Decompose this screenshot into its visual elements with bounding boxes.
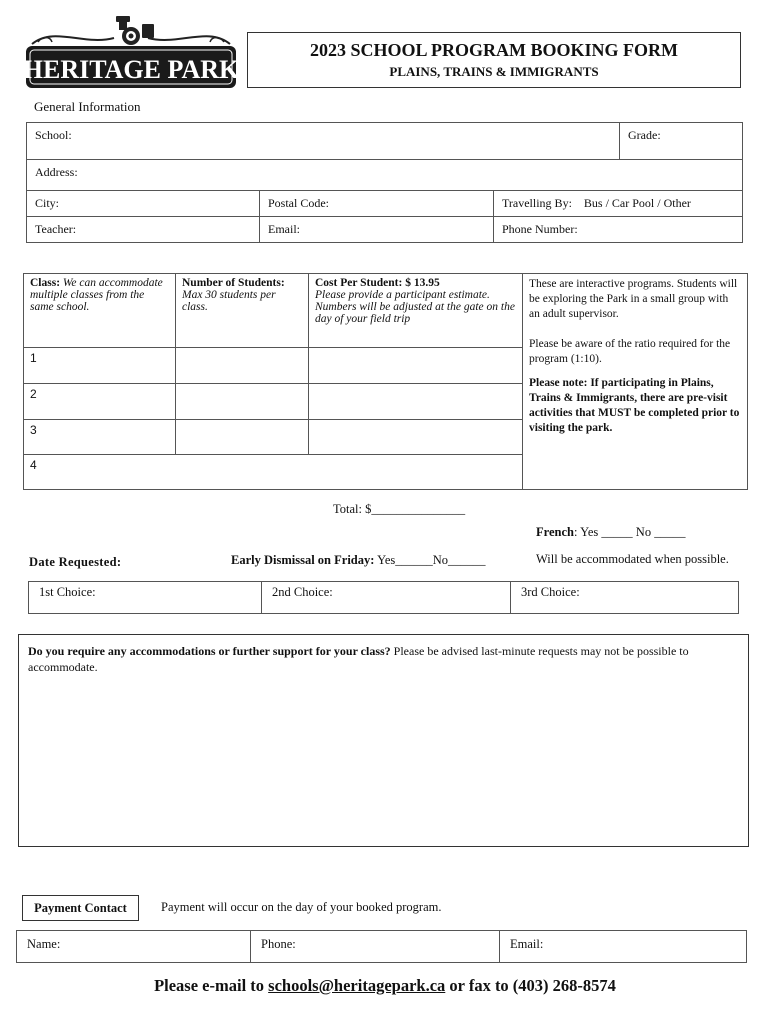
- address-field[interactable]: [27, 160, 743, 191]
- payment-phone-field[interactable]: [251, 931, 500, 963]
- total-field[interactable]: Total: $_______________: [333, 502, 466, 516]
- payment-name-label: Name:: [27, 937, 61, 951]
- form-title: 2023 SCHOOL PROGRAM BOOKING FORM: [309, 40, 678, 60]
- teacher-field[interactable]: [27, 217, 260, 243]
- class-header-label: Class:: [30, 277, 61, 289]
- school-label: School:: [35, 128, 72, 142]
- accommodations-textarea[interactable]: [18, 634, 749, 847]
- pre-visit-note: Please note: If participating in Plains, Trains & Immigrants, there are pre-visit activities that MUST be completed prior to visiting the park.: [529, 377, 740, 434]
- cost-input-2[interactable]: [309, 384, 523, 420]
- school-field[interactable]: [27, 123, 620, 160]
- accommodations-question: Do you require any accommodations or further support for your class?: [28, 644, 391, 658]
- logo-text: HERITAGE PARK: [24, 55, 238, 84]
- class-row-4[interactable]: [24, 455, 523, 490]
- city-field[interactable]: [27, 191, 260, 217]
- second-choice-label: 2nd Choice:: [272, 585, 333, 599]
- third-choice-label: 3rd Choice:: [521, 585, 580, 599]
- cost-header: [309, 274, 523, 348]
- class-row-2[interactable]: [24, 384, 176, 420]
- logo-graphic: [24, 16, 238, 90]
- general-information-label: General Information: [34, 99, 141, 114]
- form-title-box: [247, 32, 741, 88]
- class-booking-table: [23, 273, 748, 490]
- early-dismissal-yes-no: Yes______No______: [374, 553, 486, 567]
- travelling-by-field[interactable]: [494, 191, 743, 217]
- early-dismissal-label: Early Dismissal on Friday:: [231, 553, 375, 567]
- french-yes-no: : Yes _____ No _____: [573, 525, 686, 539]
- cost-input-3[interactable]: [309, 420, 523, 455]
- footer-contact-line: [0, 976, 770, 996]
- class-header: [24, 274, 176, 348]
- first-choice-label: 1st Choice:: [39, 585, 96, 599]
- date-requested-label: Date Requested:: [29, 555, 122, 569]
- address-label: Address:: [35, 165, 78, 179]
- students-header: [176, 274, 309, 348]
- postal-code-field[interactable]: [260, 191, 494, 217]
- students-input-3[interactable]: [176, 420, 309, 455]
- accommodations-note: Please be advised last-minute requests may not be possible to accommodate.: [28, 644, 689, 674]
- third-choice-field[interactable]: [511, 582, 739, 614]
- travelling-by-label: Travelling By:: [502, 196, 572, 210]
- payment-contact-table: [16, 930, 747, 963]
- accommodated-note: Will be accommodated when possible.: [536, 552, 729, 566]
- payment-note: Payment will occur on the day of your booked program.: [161, 900, 442, 914]
- email-label: Email:: [268, 222, 300, 236]
- students-input-1[interactable]: [176, 348, 309, 384]
- form-subtitle: PLAINS, TRAINS & IMMIGRANTS: [389, 64, 599, 79]
- cost-input-1[interactable]: [309, 348, 523, 384]
- class-header-note: We can accommodate multiple classes from the same school.: [30, 277, 163, 313]
- footer-fax: or fax to (403) 268-8574: [445, 976, 616, 995]
- ratio-info-text: Please be aware of the ratio required for the program (1:10).: [529, 338, 731, 365]
- first-choice-field[interactable]: [29, 582, 262, 614]
- students-header-label: Number of Students:: [182, 277, 285, 289]
- grade-field[interactable]: [620, 123, 743, 160]
- class-row-number: 3: [30, 423, 37, 437]
- teacher-label: Teacher:: [35, 222, 77, 236]
- french-label: French: [536, 525, 574, 539]
- payment-name-field[interactable]: [17, 931, 251, 963]
- footer-email-link[interactable]: schools@heritagepark.ca: [268, 976, 446, 995]
- date-choices-table: [28, 581, 739, 614]
- phone-number-field[interactable]: [494, 217, 743, 243]
- second-choice-field[interactable]: [262, 582, 511, 614]
- travelling-options: Bus / Car Pool / Other: [583, 196, 691, 210]
- class-row-number: 1: [30, 351, 37, 365]
- early-dismissal-option[interactable]: [231, 553, 486, 568]
- french-option[interactable]: [536, 525, 685, 540]
- students-input-2[interactable]: [176, 384, 309, 420]
- grade-label: Grade:: [628, 128, 661, 142]
- class-row-1[interactable]: [24, 348, 176, 384]
- payment-email-field[interactable]: [500, 931, 747, 963]
- class-row-3[interactable]: [24, 420, 176, 455]
- program-info-cell: [523, 274, 748, 490]
- postal-code-label: Postal Code:: [268, 196, 330, 210]
- payment-email-label: Email:: [510, 937, 544, 951]
- students-header-note: Max 30 students per class.: [182, 289, 276, 313]
- cost-header-note: Please provide a participant estimate. Numbers will be adjusted at the gate on the day of your field trip: [315, 289, 515, 325]
- cost-value: : $ 13.95: [398, 277, 440, 289]
- phone-number-label: Phone Number:: [502, 222, 578, 236]
- general-information-table: [26, 122, 743, 243]
- email-field[interactable]: [260, 217, 494, 243]
- cost-header-label: Cost Per Student: [315, 277, 399, 289]
- city-label: City:: [35, 196, 60, 210]
- class-row-number: 4: [30, 458, 37, 472]
- class-row-number: 2: [30, 387, 37, 401]
- payment-contact-label: Payment Contact: [22, 895, 139, 921]
- heritage-park-logo: [24, 16, 238, 90]
- program-info-text: These are interactive programs. Students will be exploring the Park in a small group with an adult supervisor.: [529, 278, 738, 320]
- footer-prefix: Please e-mail to: [154, 976, 269, 995]
- payment-phone-label: Phone:: [261, 937, 296, 951]
